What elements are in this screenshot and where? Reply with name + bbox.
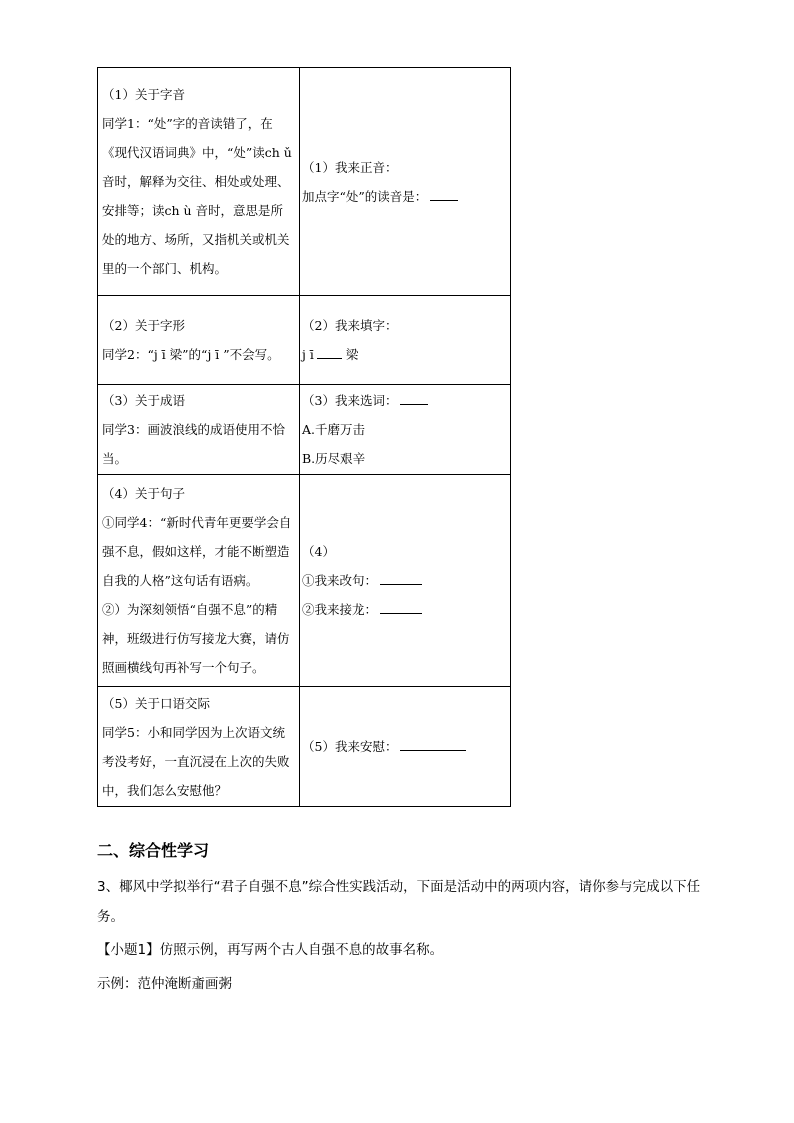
character-suffix: 梁 (345, 347, 359, 362)
answer-blank[interactable] (380, 570, 422, 585)
table-row (98, 385, 511, 475)
section-heading: 二、综合性学习 (97, 841, 210, 860)
issue-title: （2）关于字形 (102, 318, 185, 333)
table-row (98, 687, 511, 807)
answer-blank[interactable] (380, 599, 422, 614)
option-b: B.历尽艰辛 (302, 451, 366, 466)
answer-title: （4） (302, 544, 335, 559)
sub-question: 【小题1】仿照示例，再写两个古人自强不息的故事名称。 (97, 942, 444, 958)
answer-cell-character (300, 296, 511, 385)
answer-cell-idiom (300, 385, 511, 475)
answer-blank[interactable] (317, 344, 342, 359)
answer-prompt: ①我来改句： (302, 573, 378, 588)
issue-title: （5）关于口语交际 (102, 695, 210, 711)
answer-title: （2）我来填字： (302, 318, 398, 333)
answer-blank[interactable] (400, 390, 428, 405)
issue-cell-character (98, 296, 300, 385)
issue-text: ②）为深刻领悟“自强不息”的精神，班级进行仿写接龙大赛，请仿照画横线句再补写一个句子。 (102, 602, 290, 675)
answer-blank[interactable] (400, 736, 466, 751)
issue-cell-pronunciation (98, 68, 300, 296)
issue-title: （4）关于句子 (102, 486, 185, 501)
question-table-clip (97, 87, 511, 798)
issue-text: 同学2：“j ī 梁”的“j ī ”不会写。 (102, 347, 280, 362)
question-intro: 3、椰风中学拟举行“君子自强不息”综合性实践活动，下面是活动中的两项内容，请你参与完成以下任务。 (97, 879, 701, 925)
issue-text: 同学3：画波浪线的成语使用不恰当。 (102, 422, 285, 466)
issue-cell-idiom (98, 385, 300, 475)
issue-title: （1）关于字音 (102, 87, 185, 102)
table-row (98, 296, 511, 385)
question-table (97, 67, 511, 807)
answer-prompt: 加点字“处”的读音是： (302, 188, 428, 204)
answer-title: （3）我来选词： (302, 393, 398, 408)
table-row (98, 68, 511, 296)
answer-cell-sentence (300, 475, 511, 687)
answer-cell-pronunciation (300, 68, 511, 296)
issue-cell-oral (98, 687, 300, 807)
example-text: 示例：范仲淹断齑画粥 (97, 976, 232, 992)
answer-prompt: ②我来接龙： (302, 602, 378, 617)
issue-title: （3）关于成语 (102, 393, 185, 408)
issue-text: ①同学4：“新时代青年更要学会自强不息，假如这样，才能不断塑造自我的人格”这句话有语病。 (102, 515, 292, 588)
table-row (98, 475, 511, 687)
answer-title: （1）我来正音： (302, 159, 398, 175)
answer-cell-oral (300, 687, 511, 807)
answer-title: （5）我来安慰： (302, 739, 398, 754)
option-a: A.千磨万击 (302, 422, 366, 437)
issue-text: 同学1：“处”字的音读错了，在《现代汉语词典》中，“处”读ch ǔ 音时，解释为交往、相处或处理、安排等；读ch ù 音时，意思是所处的地方、场所，又指机关或机关里的一个部门、机构。 (102, 116, 292, 276)
pinyin-prefix: j ī (302, 347, 314, 362)
answer-blank[interactable] (430, 186, 458, 201)
issue-cell-sentence (98, 475, 300, 687)
issue-text: 同学5：小和同学因为上次语文统考没考好，一直沉浸在上次的失败中，我们怎么安慰他？ (102, 724, 290, 798)
